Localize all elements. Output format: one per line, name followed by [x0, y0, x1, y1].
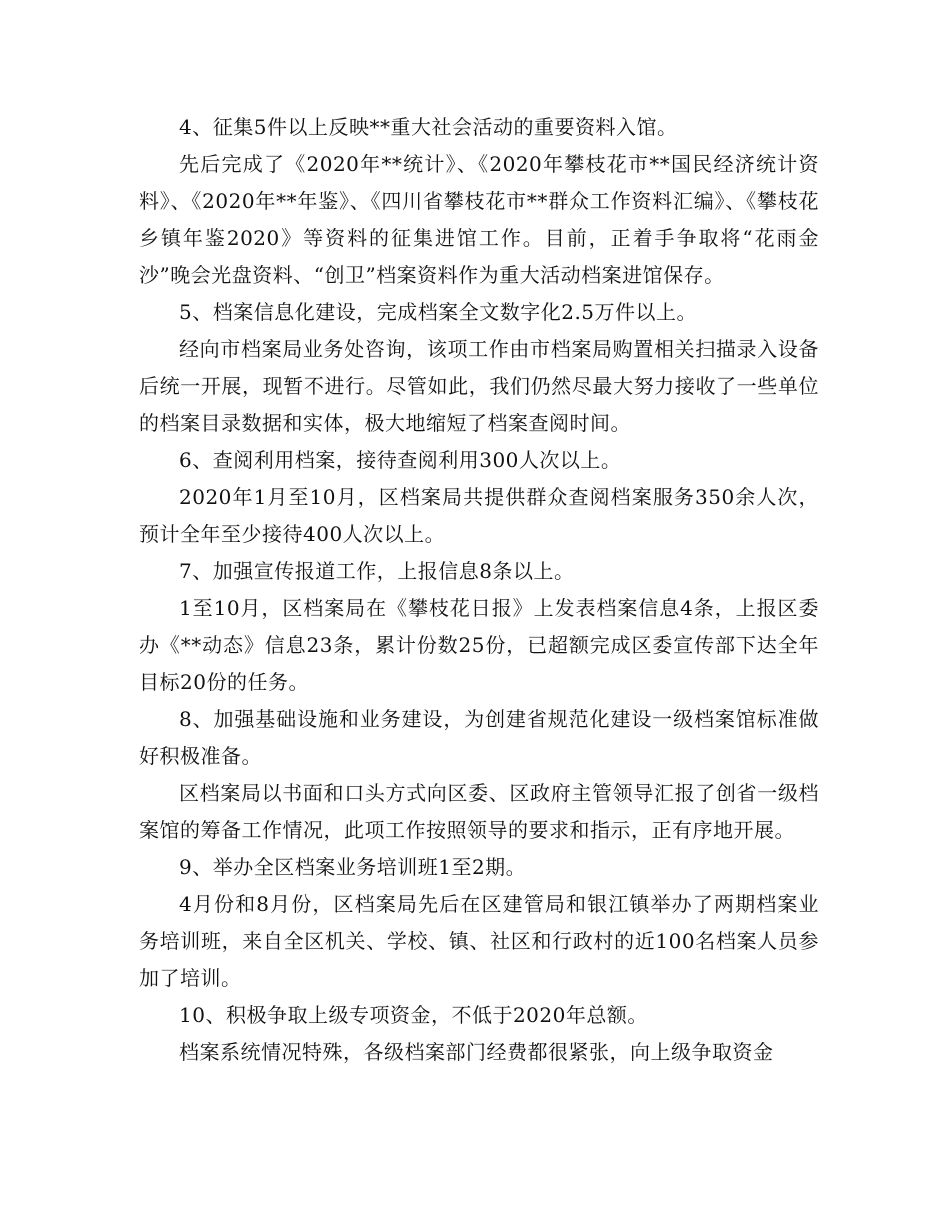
item-8-heading: 8、加强基础设施和业务建设，为创建省规范化建设一级档案馆标准做好积极准备。	[139, 707, 819, 768]
document-body	[139, 109, 819, 1071]
item-5-body: 经向市档案局业务处咨询，该项工作由市档案局购置相关扫描录入设备后统一开展，现暂不进行。尽管如此，我们仍然尽最大努力接收了一些单位的档案目录数据和实体，极大地缩短了档案查阅时间。	[139, 337, 819, 435]
item-5-heading: 5、档案信息化建设，完成档案全文数字化2.5万件以上。	[179, 300, 698, 324]
item-10-heading: 10、积极争取上级专项资金，不低于2020年总额。	[179, 1003, 648, 1027]
item-9-heading: 9、举办全区档案业务培训班1至2期。	[179, 855, 527, 879]
item-10-body: 档案系统情况特殊，各级档案部门经费都很紧张，向上级争取资金	[179, 1040, 774, 1064]
item-7-body: 1至10月，区档案局在《攀枝花日报》上发表档案信息4条，上报区委办《**动态》信息23条，累计份数25份，已超额完成区委宣传部下达全年目标20份的任务。	[139, 596, 819, 694]
item-7-heading: 7、加强宣传报道工作，上报信息8条以上。	[179, 559, 575, 583]
item-9-body: 4月份和8月份，区档案局先后在区建管局和银江镇举办了两期档案业务培训班，来自全区机关、学校、镇、社区和行政村的近100名档案人员参加了培训。	[139, 892, 819, 990]
item-4-heading: 4、征集5件以上反映**重大社会活动的重要资料入馆。	[179, 115, 678, 139]
item-6-heading: 6、查阅利用档案，接待查阅利用300人次以上。	[179, 448, 622, 472]
item-4-body: 先后完成了《2020年**统计》、《2020年攀枝花市**国民经济统计资料》、《2020年**年鉴》、《四川省攀枝花市**群众工作资料汇编》、《攀枝花乡镇年鉴2020》等资料的征集进馆工作。目前，正着手争取将“花雨金沙”晚会光盘资料、“创卫”档案资料作为重大活动档案进馆保存。	[139, 152, 819, 287]
item-6-body: 2020年1月至10月，区档案局共提供群众查阅档案服务350余人次，预计全年至少接待400人次以上。	[139, 485, 819, 546]
item-8-body: 区档案局以书面和口头方式向区委、区政府主管领导汇报了创省一级档案馆的筹备工作情况，此项工作按照领导的要求和指示，正有序地开展。	[139, 781, 819, 842]
